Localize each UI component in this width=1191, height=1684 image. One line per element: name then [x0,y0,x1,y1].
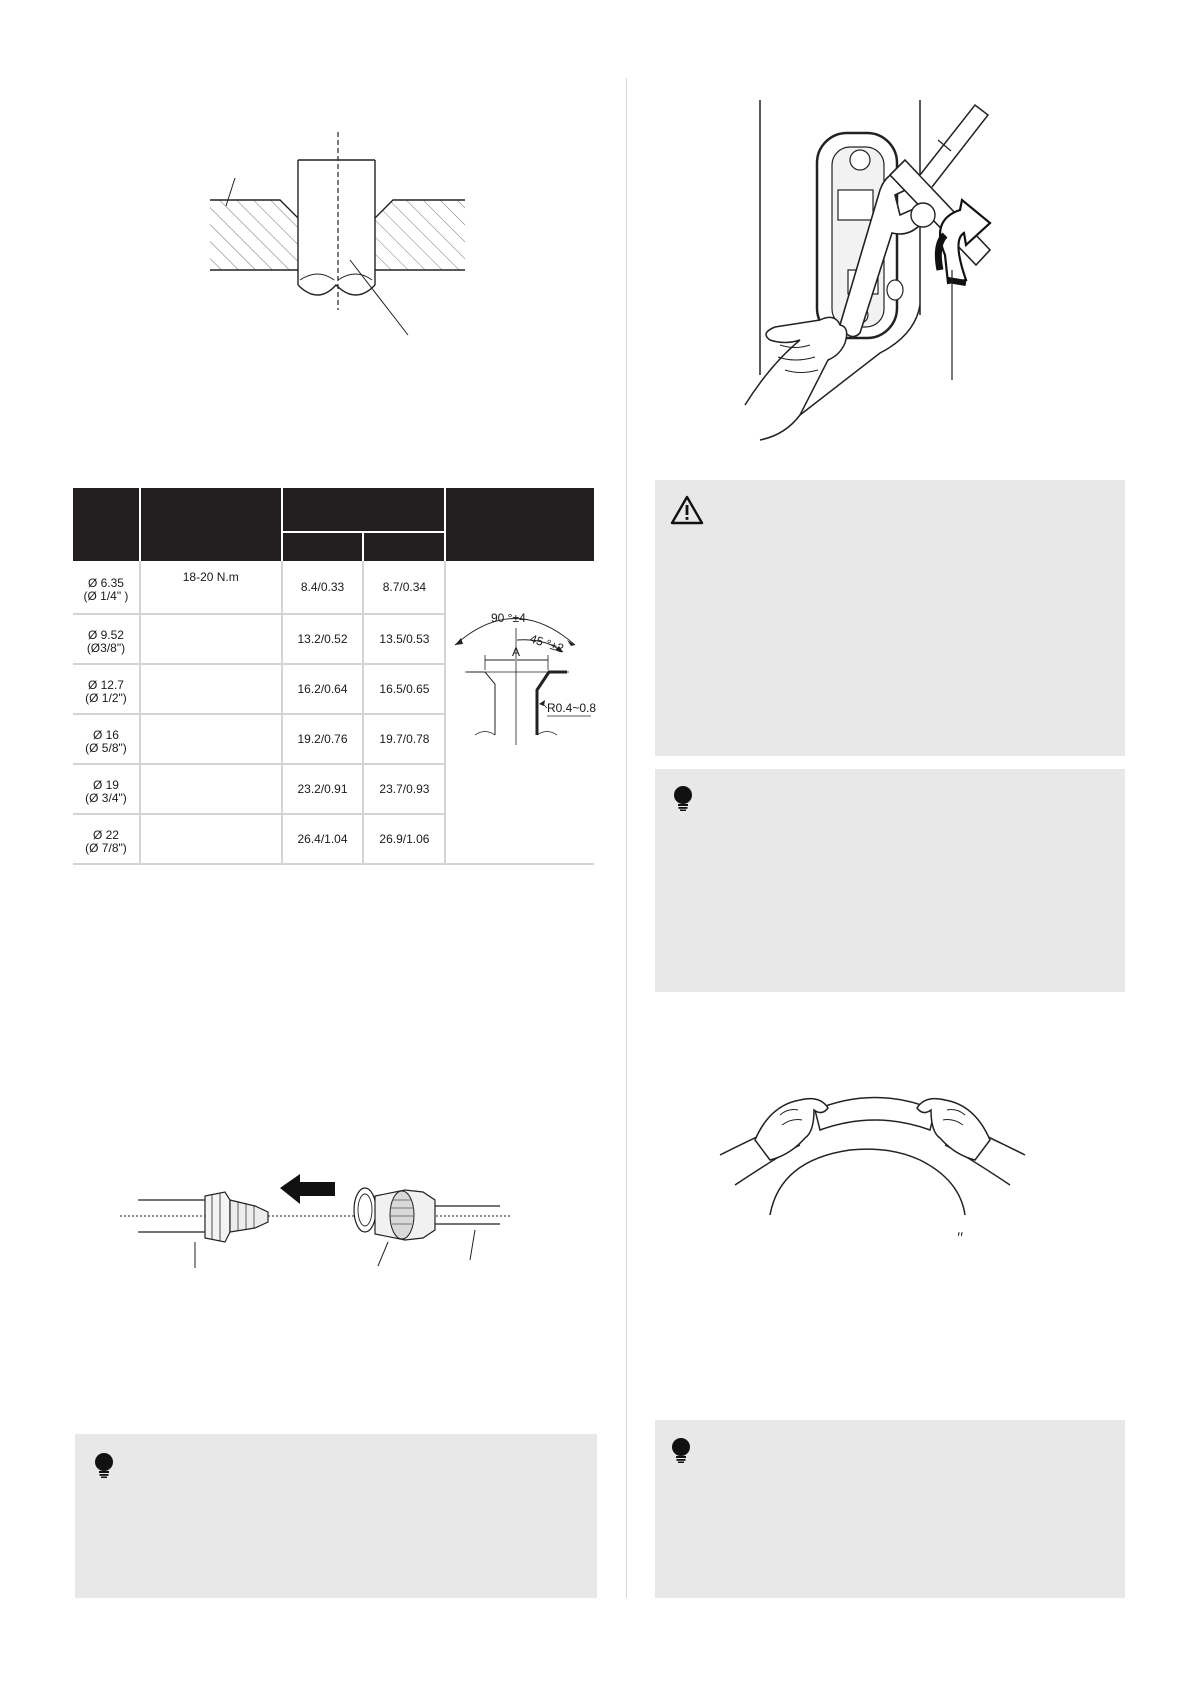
pipe-diameter-inch: (Ø 1/2") [85,691,127,705]
pipe-diameter-mm: Ø 6.35 [87,576,124,590]
flare-shape-diagram [445,600,595,750]
flare-max: 13.5/0.53 [363,614,445,664]
lightbulb-icon [93,1452,115,1478]
torque-value [140,614,282,664]
lightbulb-icon [670,1437,692,1463]
torque-value [140,814,282,864]
warning-panel [655,480,1125,756]
header-torque [140,488,282,561]
torque-value [140,664,282,714]
pipe-diameter-mm: Ø 12.7 [87,678,124,692]
flare-angle-label: 90 °±4 [491,611,526,625]
flare-nut-figure [120,1160,520,1280]
pipe-diameter-mm: Ø 19 [92,778,119,792]
note-panel [75,1434,597,1598]
note-panel [655,1420,1125,1598]
pipe-cross-section-figure [200,130,480,340]
right-block [375,200,465,270]
lightbulb-icon [672,785,694,811]
wrench-tightening-figure [740,95,1030,445]
header-flare-dimension [282,488,446,532]
flare-min: 16.2/0.64 [282,664,364,714]
pipe-diameter-inch: (Ø 1/4" ) [83,589,129,603]
pipe-diameter-inch: (Ø 7/8") [85,841,127,855]
warning-triangle-icon [670,495,704,525]
header-flare-shape [445,488,594,561]
flare-max: 26.9/1.06 [363,814,445,864]
header-max [363,532,445,561]
torque-value [140,764,282,814]
flare-half-angle-label: 45 °±2 [528,631,566,656]
pipe-bending-figure [710,1080,1040,1250]
pipe-diameter-mm: Ø 16 [92,728,119,742]
flare-max: 19.7/0.78 [363,714,445,764]
direction-arrow-icon [280,1174,335,1204]
column-divider [626,78,627,1598]
inch-mark: ″ [956,1230,963,1247]
flare-max: 16.5/0.65 [363,664,445,714]
torque-value: 18-20 N.m [140,561,282,614]
note-panel [655,769,1125,992]
pipe-diameter-inch: (Ø 3/4") [85,791,127,805]
pipe-diameter-inch: (Ø 5/8") [85,741,127,755]
pipe-diameter-inch: (Ø3/8") [86,641,126,655]
flare-min: 26.4/1.04 [282,814,364,864]
flare-a-label: A [512,645,521,659]
flare-radius-label: R0.4~0.8 [547,701,597,715]
header-outer-diameter [73,488,140,561]
pipe-diameter-mm: Ø 22 [92,828,119,842]
torque-value [140,714,282,764]
pipe-diameter-mm: Ø 9.52 [87,628,124,642]
flare-min: 19.2/0.76 [282,714,364,764]
flare-min: 8.4/0.33 [282,561,364,614]
flare-min: 13.2/0.52 [282,614,364,664]
flare-min: 23.2/0.91 [282,764,364,814]
header-min [282,532,364,561]
flare-max: 23.7/0.93 [363,764,445,814]
left-block [210,200,298,270]
flare-max: 8.7/0.34 [363,561,445,614]
